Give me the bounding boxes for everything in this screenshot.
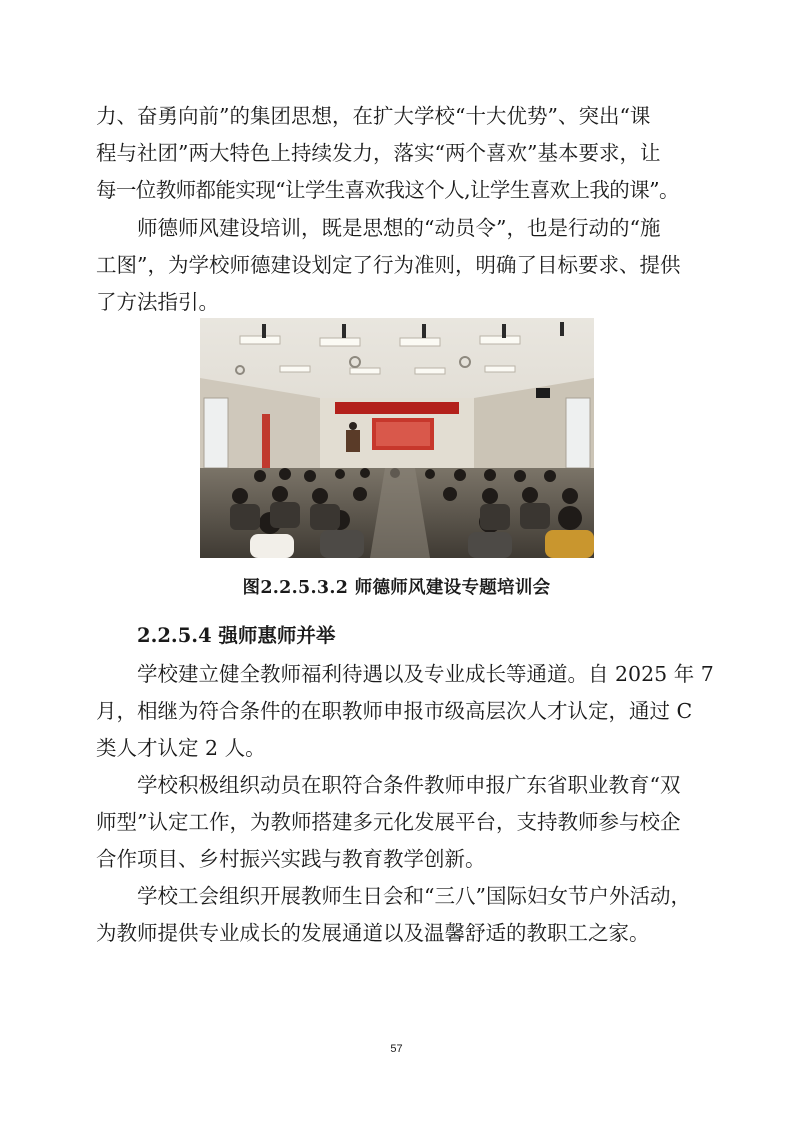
text-line: 学校积极组织动员在职符合条件教师申报广东省职业教育“双 <box>137 773 681 797</box>
paragraph-welfare <box>96 656 714 767</box>
paragraph-union-activities <box>96 878 706 952</box>
text-line: 为教师提供专业成长的发展通道以及温馨舒适的教职工之家。 <box>96 921 650 945</box>
paragraph-training-summary <box>96 210 706 321</box>
text-line: 师德师风建设培训，既是思想的“动员令”，也是行动的“施 <box>137 216 661 240</box>
text-line: 学校建立健全教师福利待遇以及专业成长等通道。自 2025 年 7 <box>137 662 714 686</box>
figure-caption: 图2.2.5.3.2 师德师风建设专题培训会 <box>242 578 551 598</box>
text-line: 学校工会组织开展教师生日会和“三八”国际妇女节户外活动， <box>137 884 691 908</box>
text-line: 月，相继为符合条件的在职教师申报市级高层次人才认定，通过 C <box>96 699 693 723</box>
text-line: 工图”，为学校师德建设划定了行为准则，明确了目标要求、提供 <box>96 253 681 277</box>
text-line: 了方法指引。 <box>96 290 219 314</box>
page-number: 57 <box>390 1043 403 1055</box>
text-line: 类人才认定 2 人。 <box>96 736 266 760</box>
text-line: 程与社团”两大特色上持续发力，落实“两个喜欢”基本要求，让 <box>96 141 661 165</box>
text-line: 师型”认定工作，为教师搭建多元化发展平台，支持教师参与校企 <box>96 810 681 834</box>
paragraph-group-thought <box>96 98 706 209</box>
training-meeting-photo <box>200 318 594 558</box>
text-line: 合作项目、乡村振兴实践与教育教学创新。 <box>96 847 486 871</box>
text-line: 力、奋勇向前”的集团思想，在扩大学校“十大优势”、突出“课 <box>96 104 651 128</box>
paragraph-dual-teacher <box>96 767 706 878</box>
auditorium-illustration <box>200 318 594 558</box>
text-line: 每一位教师都能实现“让学生喜欢我这个人,让学生喜欢上我的课”。 <box>96 178 679 202</box>
red-banner <box>335 402 459 414</box>
section-heading: 2.2.5.4 强师惠师并举 <box>137 624 336 647</box>
